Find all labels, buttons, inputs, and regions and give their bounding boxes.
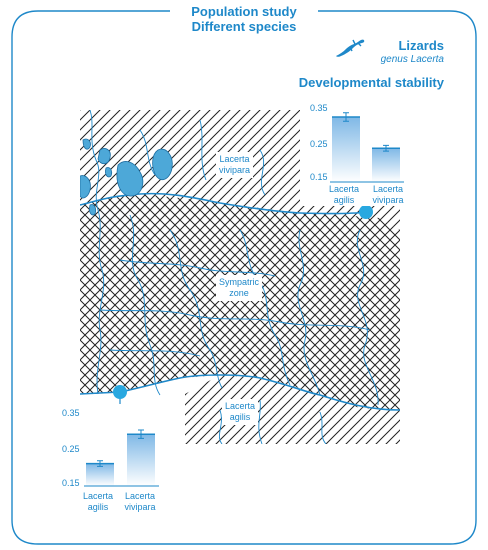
map-label-vivipara-line1: Lacerta [219,154,250,164]
north-xlabel-agilis-line1: Lacerta [328,184,360,194]
south-ytick-0: 0.35 [62,408,80,418]
south-ytick-1: 0.25 [62,444,80,454]
title-line-2: Different species [191,19,297,34]
legend-title: Lizards [398,38,444,53]
north-ytick-1: 0.25 [310,139,328,149]
legend [299,38,444,90]
map-label-agilis [222,399,258,425]
south-xlabel-agilis-line2: agilis [87,502,109,512]
map-label-agilis-line1: Lacerta [225,401,256,411]
south-xlabel-agilis [74,491,122,513]
title-line-1: Population study [191,4,297,19]
north-bar-0 [332,117,360,182]
north-xlabel-vivipara [364,184,412,206]
map-label-agilis-line2: agilis [229,412,251,422]
north-ytick-2: 0.15 [310,172,328,182]
north-xlabel-agilis-line2: agilis [333,195,355,205]
section-title: Developmental stability [298,75,444,90]
map-label-sympatric-line1: Sympatric [219,277,260,287]
south-xlabel-agilis-line1: Lacerta [82,491,114,501]
north-site-marker [359,205,373,219]
south-site-marker [113,385,127,399]
south-ytick-2: 0.15 [62,478,80,488]
map-label-vivipara-line2: vivipara [219,165,251,175]
map-label-vivipara [216,152,253,178]
diagram-title [0,4,488,34]
map-label-sympatric [216,275,262,301]
south-bar-0 [86,464,114,486]
south-xlabel-vivipara-line2: vivipara [124,502,156,512]
south-xlabel-vivipara-line1: Lacerta [124,491,156,501]
north-xlabel-vivipara-line2: vivipara [372,195,404,205]
south-xlabel-vivipara [116,491,164,513]
north-xlabel-vivipara-line1: Lacerta [372,184,404,194]
map-label-sympatric-line2: zone [229,288,249,298]
north-xlabel-agilis [320,184,368,206]
legend-subtitle: genus Lacerta [380,54,444,65]
south-bar-1 [127,434,155,486]
north-bar-1 [372,148,400,182]
north-ytick-0: 0.35 [310,103,328,113]
